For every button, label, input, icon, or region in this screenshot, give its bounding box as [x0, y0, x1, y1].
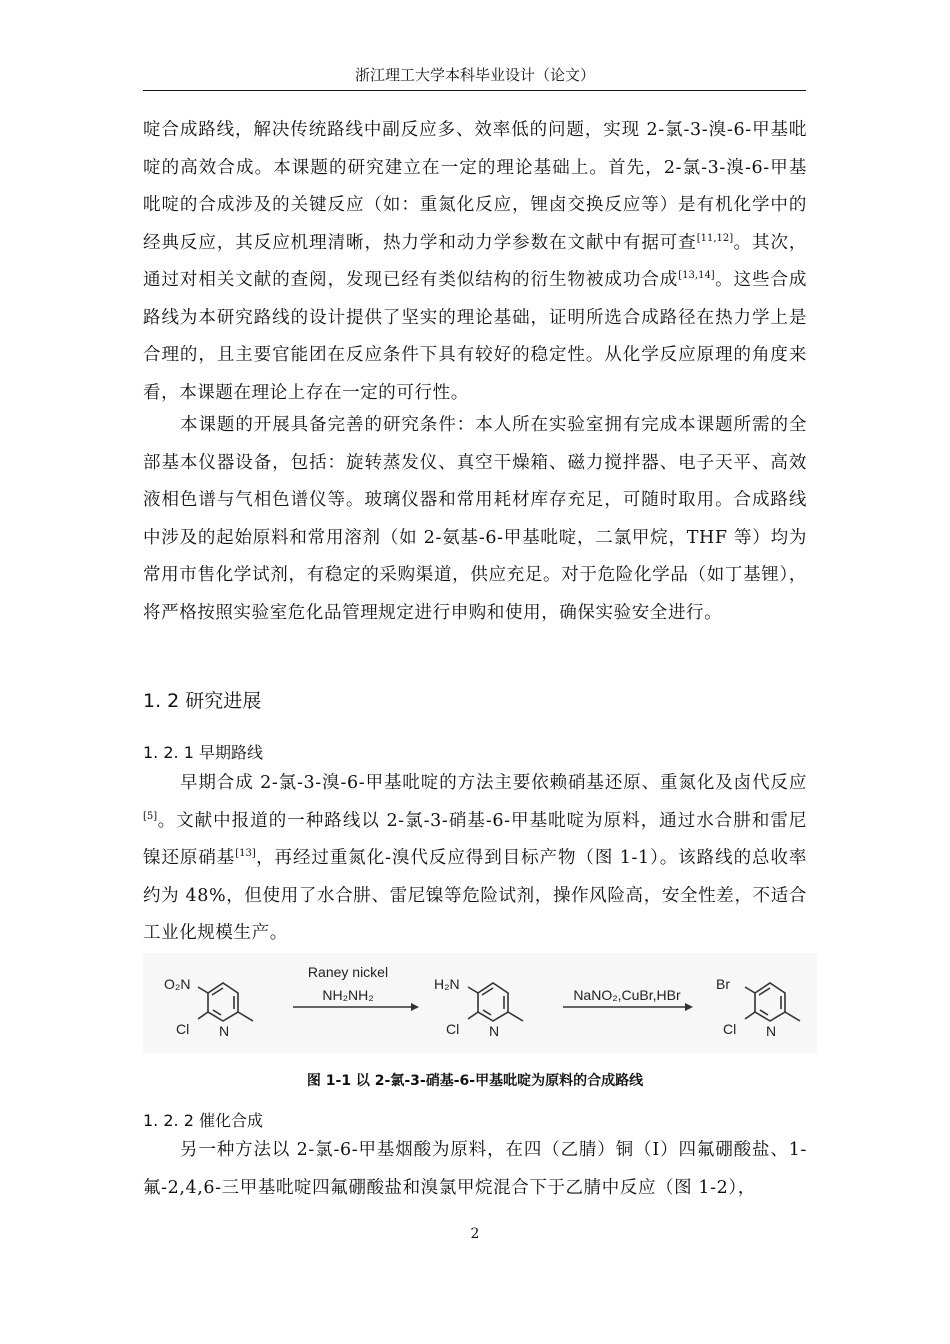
nitrogen-label: N — [219, 1023, 230, 1039]
section-heading-1-2-2: 1. 2. 2 催化合成 — [143, 1111, 263, 1130]
figure-background — [143, 953, 817, 1053]
para-text: 。这些合成路线为本研究路线的设计提供了坚实的理论基础，证明所选合成路径在热力学上是合理的，且主要官能团在反应条件下具有较好的稳定性。从化学反应原理的角度来看，本课题在理论上存在一定的可行性。 — [143, 270, 808, 403]
citation: [5] — [143, 810, 158, 822]
chloro-label: Cl — [176, 1021, 190, 1037]
reaction-scheme-figure — [143, 953, 817, 1053]
nitrogen-label: N — [489, 1023, 500, 1039]
citation: [13] — [235, 848, 256, 859]
para-text: 。文献中报道的一种路线以 2-氯-3-硝基-6-甲基吡啶为原料，通过水合肼和雷尼镍还原硝基 — [143, 810, 807, 868]
para-text: 啶合成路线，解决传统路线中副反应多、效率低的问题，实现 2-氯-3-溴-6-甲基吡啶的高效合成。本课题的研究建立在一定的理论基础上。首先，2-氯-3-溴-6-甲基吡啶的合成涉及的关键反应（如：重氮化反应，锂卤交换反应等）是有机化学中的经典反应，其反应机理清晰，热力学和动力学参数在文献中有据可查 — [143, 120, 807, 253]
chloro-label: Cl — [723, 1021, 737, 1037]
section-heading-1-2-1: 1. 2. 1 早期路线 — [143, 743, 263, 762]
nitro-label: O₂N — [164, 976, 191, 992]
reagent-hydrazine: NH₂NH₂ — [322, 987, 374, 1003]
reagent-diazotization: NaNO₂,CuBr,HBr — [573, 987, 681, 1003]
figure-caption: 图 1-1 以 2-氯-3-硝基-6-甲基吡啶为原料的合成路线 — [306, 1073, 644, 1089]
bromo-label: Br — [716, 976, 730, 992]
citation: [13,14] — [678, 270, 715, 281]
paragraph-catalytic: 另一种方法以 2-氯-6-甲基烟酸为原料，在四（乙腈）铜（I）四氟硼酸盐、1-氟-2,4,6-三甲基吡啶四氟硼酸盐和溴氯甲烷混合下于乙腈中反应（图 1-2）， — [143, 1140, 807, 1198]
reaction-scheme-svg — [143, 953, 817, 1053]
section-heading-1-2: 1. 2 研究进展 — [143, 690, 262, 712]
citation: [11,12] — [696, 232, 734, 244]
header-rule — [143, 90, 806, 91]
chloro-label: Cl — [446, 1021, 460, 1037]
amino-label: H₂N — [434, 976, 460, 992]
nitrogen-label: N — [766, 1023, 777, 1039]
paragraph-feasibility — [143, 112, 807, 412]
para-text: 早期合成 2-氯-3-溴-6-甲基吡啶的方法主要依赖硝基还原、重氮化及卤代反应 — [180, 773, 807, 793]
running-header: 浙江理工大学本科毕业设计（论文） — [354, 66, 595, 84]
page-number: 2 — [470, 1226, 480, 1242]
paragraph-early-route — [143, 765, 807, 953]
reagent-raney-nickel: Raney nickel — [307, 964, 389, 980]
para-text: ，再经过重氮化-溴代反应得到目标产物（图 1-1）。该路线的总收率约为 48%，但使用了水合肼、雷尼镍等危险试剂，操作风险高，安全性差，不适合工业化规模生产。 — [143, 848, 807, 943]
para-text: 。其次，通过对相关文献的查阅，发现已经有类似结构的衍生物被成功合成 — [143, 232, 808, 290]
paragraph-conditions: 本课题的开展具备完善的研究条件：本人所在实验室拥有完成本课题所需的全部基本仪器设备，包括：旋转蒸发仪、真空干燥箱、磁力搅拌器、电子天平、高效液相色谱与气相色谱仪等。玻璃仪器和常用耗材库存充足，可随时取用。合成路线中涉及的起始原料和常用溶剂（如 2-氨基-6-甲基吡啶，二氯甲烷，THF 等）均为常用市售化学试剂，有稳定的采购渠道，供应充足。对于危险化学品（如丁基锂），将严格按照实验室危化品管理规定进行申购和使用，确保实验安全进行。 — [143, 415, 807, 623]
